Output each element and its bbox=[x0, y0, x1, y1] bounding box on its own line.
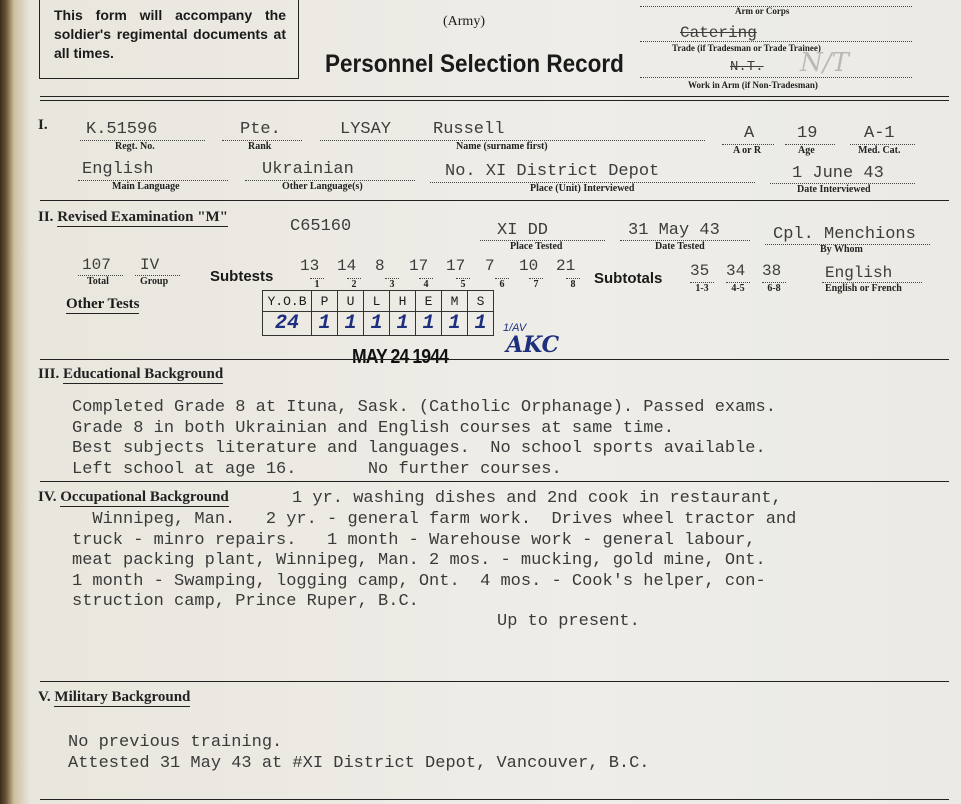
exam-number: C65160 bbox=[290, 217, 352, 236]
work-in-arm-value: N.T. bbox=[730, 59, 764, 75]
total-label: Total bbox=[87, 276, 109, 287]
education-text bbox=[72, 398, 776, 480]
section-5-heading bbox=[38, 689, 190, 706]
pulhems-value-cell: 1 bbox=[312, 312, 338, 336]
text-line: Completed Grade 8 at Ituna, Sask. (Catholic Orphanage). Passed exams. bbox=[72, 398, 776, 417]
pulhems-header-row bbox=[263, 291, 494, 312]
trade-value: Catering bbox=[680, 24, 757, 42]
subtotal-value: 35 bbox=[690, 262, 710, 280]
subtests-label: Subtests bbox=[210, 268, 274, 285]
pulhems-table bbox=[262, 290, 494, 336]
subtest-value: 13 bbox=[300, 257, 320, 275]
text-line: Attested 31 May 43 at #XI District Depot, Vancouver, B.C. bbox=[68, 753, 650, 773]
group-label: Group bbox=[140, 276, 169, 287]
pulhems-header-cell: S bbox=[468, 291, 494, 312]
subtest-value: 21 bbox=[556, 257, 576, 275]
place-interviewed-label: Place (Unit) Interviewed bbox=[530, 183, 635, 194]
subtest-value: 14 bbox=[337, 257, 357, 275]
date-tested-label: Date Tested bbox=[655, 241, 705, 252]
regt-no-label: Regt. No. bbox=[115, 141, 155, 152]
notice-text: This form will accompany the soldier's regimental documents at all times. bbox=[54, 7, 286, 61]
text-line: 1 month - Swamping, logging camp, Ont. 4 mos. - Cook's helper, con- bbox=[72, 571, 766, 591]
other-language-label: Other Language(s) bbox=[282, 181, 363, 192]
place-interviewed-value: No. XI District Depot bbox=[445, 162, 660, 181]
surname-value: LYSAY bbox=[340, 120, 392, 139]
pulhems-value-cell: 1 bbox=[364, 312, 390, 336]
date-stamp: MAY 24 1944 bbox=[352, 346, 449, 368]
text-line: No previous training. bbox=[68, 733, 283, 752]
place-tested-value: XI DD bbox=[497, 221, 549, 240]
subtest-number: 5 bbox=[456, 278, 470, 290]
other-tests-label bbox=[66, 296, 139, 314]
work-in-arm-scribble: N/T bbox=[800, 48, 849, 78]
section-1-numeral: I. bbox=[38, 117, 48, 133]
section-4-heading bbox=[38, 489, 229, 506]
test-language-value: English bbox=[825, 264, 893, 282]
subtest-value: 8 bbox=[375, 257, 385, 275]
test-language-label: English or French bbox=[825, 283, 902, 294]
age-value: 19 bbox=[797, 124, 818, 143]
section-2-heading bbox=[38, 209, 228, 226]
pulhems-value-cell: 1 bbox=[468, 312, 494, 336]
subtest-value: 17 bbox=[446, 257, 466, 275]
pulhems-header-cell: Y.O.B bbox=[263, 291, 312, 312]
subtest-number: 4 bbox=[419, 278, 433, 290]
other-tests-text: Other Tests bbox=[66, 296, 140, 312]
subtest-number: 3 bbox=[385, 278, 399, 290]
subtest-number: 2 bbox=[347, 278, 361, 290]
subtest-value: 10 bbox=[519, 257, 539, 275]
subtotals-label: Subtotals bbox=[594, 270, 663, 287]
occupation-last-line: Up to present. bbox=[497, 612, 640, 631]
pulhems-header-cell: P bbox=[312, 291, 338, 312]
subtest-number: 8 bbox=[566, 278, 580, 290]
section-5-numeral: V. bbox=[38, 689, 51, 705]
main-language-label: Main Language bbox=[112, 181, 180, 192]
first-name-value: Russell bbox=[433, 120, 505, 139]
pulhems-header-cell: H bbox=[390, 291, 416, 312]
text-line: truck - minro repairs. 1 month - Warehouse work - general labour, bbox=[72, 530, 756, 550]
text-line: Best subjects literature and languages. No school sports available. bbox=[72, 439, 766, 458]
a-or-r-value: A bbox=[744, 124, 755, 143]
by-whom-label: By Whom bbox=[820, 244, 863, 255]
rank-value: Pte. bbox=[240, 120, 281, 139]
text-line: Winnipeg, Man. 2 yr. - general farm work. Drives wheel tractor and bbox=[72, 510, 797, 529]
text-line: Left school at age 16. No further courses. bbox=[72, 459, 562, 479]
work-in-arm-label: Work in Arm (if Non-Tradesman) bbox=[688, 80, 818, 90]
text-line: meat packing plant, Winnipeg, Man. 2 mos. - mucking, gold mine, Ont. bbox=[72, 551, 766, 570]
pulhems-value-cell: 1 bbox=[390, 312, 416, 336]
other-language-value: Ukrainian bbox=[262, 160, 354, 179]
by-whom-value: Cpl. Menchions bbox=[773, 225, 916, 244]
initials-signature: AKC bbox=[506, 332, 560, 358]
pulhems-value-cell: 1 bbox=[338, 312, 364, 336]
army-label: (Army) bbox=[443, 14, 485, 29]
pulhems-header-cell: E bbox=[416, 291, 442, 312]
pulhems-header-cell: U bbox=[338, 291, 364, 312]
section-3-title: Educational Background bbox=[63, 366, 224, 382]
total-value: 107 bbox=[82, 256, 111, 274]
a-or-r-label: A or R bbox=[733, 145, 762, 156]
group-value: IV bbox=[140, 256, 160, 274]
occupation-text bbox=[72, 510, 796, 613]
place-tested-label: Place Tested bbox=[510, 241, 563, 252]
pen-mark: 1/AV bbox=[503, 322, 527, 334]
pulhems-header-cell: M bbox=[442, 291, 468, 312]
section-2-title: Revised Examination "M" bbox=[57, 209, 229, 225]
section-2-numeral: II. bbox=[38, 209, 54, 225]
section-3-numeral: III. bbox=[38, 366, 60, 382]
occupation-first-line: 1 yr. washing dishes and 2nd cook in restaurant, bbox=[292, 489, 782, 508]
date-interviewed-label: Date Interviewed bbox=[797, 184, 871, 195]
name-label: Name (surname first) bbox=[456, 141, 548, 152]
subtotal-value: 38 bbox=[762, 262, 782, 280]
med-cat-value: A-1 bbox=[864, 124, 895, 143]
section-3-heading bbox=[38, 366, 223, 383]
text-line: Grade 8 in both Ukrainian and English courses at same time. bbox=[72, 418, 674, 438]
page-title: Personnel Selection Record bbox=[325, 50, 624, 78]
age-label: Age bbox=[798, 145, 815, 156]
section-5-title: Military Background bbox=[54, 689, 191, 705]
subtest-value: 17 bbox=[409, 257, 429, 275]
pulhems-value-cell: 24 bbox=[263, 312, 312, 336]
military-text bbox=[68, 733, 650, 774]
date-interviewed-value: 1 June 43 bbox=[792, 164, 884, 183]
med-cat-label: Med. Cat. bbox=[858, 145, 901, 156]
subtest-number: 6 bbox=[495, 278, 509, 290]
trade-label: Trade (if Tradesman or Trade Trainee) bbox=[672, 43, 821, 53]
regt-no-value: K.51596 bbox=[86, 120, 158, 139]
pulhems-value-row bbox=[263, 312, 494, 336]
arm-or-corps-label: Arm or Corps bbox=[735, 6, 790, 16]
rank-label: Rank bbox=[248, 141, 272, 152]
section-4-numeral: IV. bbox=[38, 489, 57, 505]
main-language-value: English bbox=[82, 160, 154, 179]
subtotal-value: 34 bbox=[726, 262, 746, 280]
subtotal-range: 1-3 bbox=[690, 282, 714, 294]
section-4-title: Occupational Background bbox=[60, 489, 229, 505]
text-line: struction camp, Prince Ruper, B.C. bbox=[72, 592, 419, 611]
date-tested-value: 31 May 43 bbox=[628, 221, 720, 240]
pulhems-value-cell: 1 bbox=[416, 312, 442, 336]
subtest-value: 7 bbox=[485, 257, 495, 275]
subtest-number: 1 bbox=[310, 278, 324, 290]
notice-box bbox=[39, 0, 299, 79]
subtotal-range: 4-5 bbox=[726, 282, 750, 294]
subtest-number: 7 bbox=[529, 278, 543, 290]
pulhems-header-cell: L bbox=[364, 291, 390, 312]
subtotal-range: 6-8 bbox=[762, 282, 786, 294]
pulhems-value-cell: 1 bbox=[442, 312, 468, 336]
